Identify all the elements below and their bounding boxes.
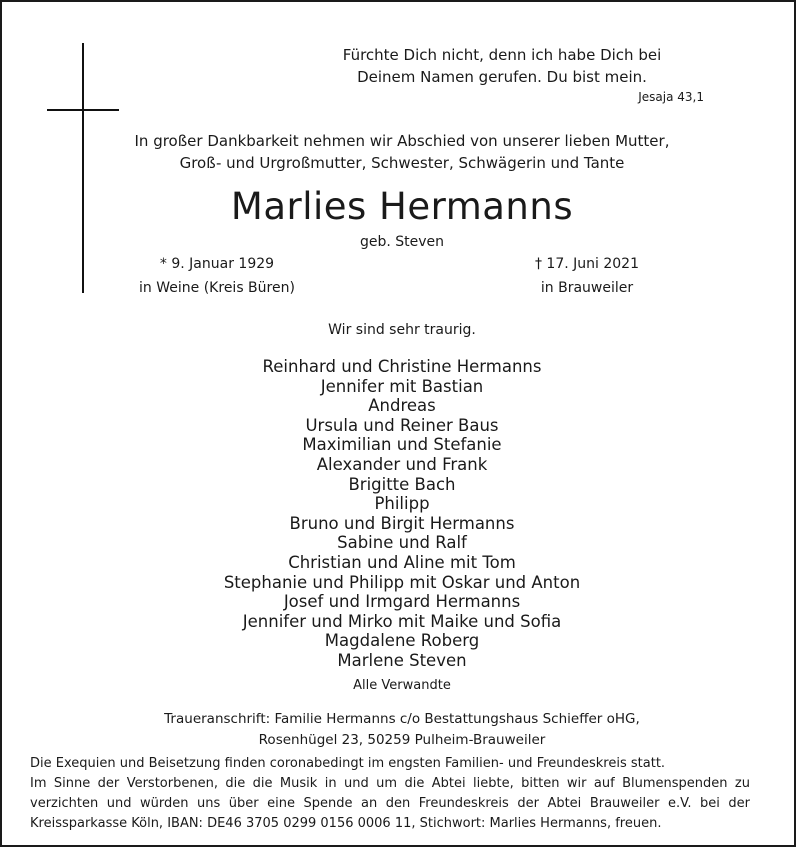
birth-date: * 9. Januar 1929 — [159, 256, 275, 272]
verse-reference: Jesaja 43,1 — [638, 90, 704, 104]
birth-info — [132, 252, 302, 300]
mourner-name: Alexander und Frank — [316, 454, 488, 474]
death-place: in Brauweiler — [540, 280, 634, 296]
donation-note: Im Sinne der Verstorbenen, die die Musik in und um die Abtei liebte, bitten wir auf Blumenspenden zu verzichten und würden uns über eine Spende an den Freundeskreis der Abtei Brauweiler e.V. bei der Kreissparkasse Köln, IBAN: DE46 3705 0299 0156 0006 11, Stichwort: Marlies Hermanns, freuen. — [30, 776, 750, 831]
address-line-2: Rosenhügel 23, 50259 Pulheim-Brauweiler — [258, 732, 546, 748]
bible-verse — [302, 44, 702, 88]
mourner-name: Josef und Irmgard Hermanns — [283, 592, 521, 612]
mourner-name: Bruno und Birgit Hermanns — [289, 513, 515, 533]
mourner-name: Marlene Steven — [337, 650, 467, 670]
mourner-name: Philipp — [374, 494, 430, 514]
birth-place: in Weine (Kreis Büren) — [139, 280, 295, 296]
verse-line-1: Fürchte Dich nicht, denn ich habe Dich bei — [342, 46, 662, 64]
mourner-name: Jennifer und Mirko mit Maike und Sofia — [242, 611, 562, 631]
cross-icon-bar — [47, 109, 119, 111]
death-date: † 17. Juni 2021 — [534, 256, 639, 272]
footer-notice — [30, 754, 750, 834]
mourners-list — [152, 357, 652, 671]
intro-line-1: In großer Dankbarkeit nehmen wir Abschied von unserer lieben Mutter, — [134, 132, 670, 150]
mourner-name: Stephanie und Philipp mit Oskar und Anton — [223, 572, 581, 592]
address-line-1: Traueranschrift: Familie Hermanns c/o Bestattungshaus Schieffer oHG, — [164, 711, 640, 727]
mourning-address — [132, 709, 672, 751]
cross-icon — [82, 43, 84, 293]
mourner-name: Sabine und Ralf — [337, 533, 467, 553]
mourner-name: Andreas — [368, 396, 436, 416]
relatives-line: Alle Verwandte — [353, 678, 451, 693]
mourner-name: Brigitte Bach — [348, 474, 456, 494]
mourner-name: Magdalene Roberg — [324, 631, 480, 651]
sad-line: Wir sind sehr traurig. — [328, 322, 476, 338]
mourner-name: Jennifer mit Bastian — [320, 376, 484, 396]
mourner-name: Maximilian und Stefanie — [302, 435, 502, 455]
intro-line-2: Groß- und Urgroßmutter, Schwester, Schwägerin und Tante — [179, 154, 625, 172]
mourner-name: Ursula und Reiner Baus — [305, 415, 499, 435]
deceased-name: Marlies Hermanns — [230, 185, 574, 228]
death-info — [502, 252, 672, 300]
maiden-name: geb. Steven — [359, 234, 445, 250]
funeral-note: Die Exequien und Beisetzung finden coronabedingt im engsten Familien- und Freundeskreis statt. — [30, 756, 666, 771]
verse-line-2: Deinem Namen gerufen. Du bist mein. — [357, 68, 647, 86]
intro-text — [102, 130, 702, 174]
mourner-name: Reinhard und Christine Hermanns — [262, 357, 542, 376]
mourner-name: Christian und Aline mit Tom — [288, 552, 516, 572]
